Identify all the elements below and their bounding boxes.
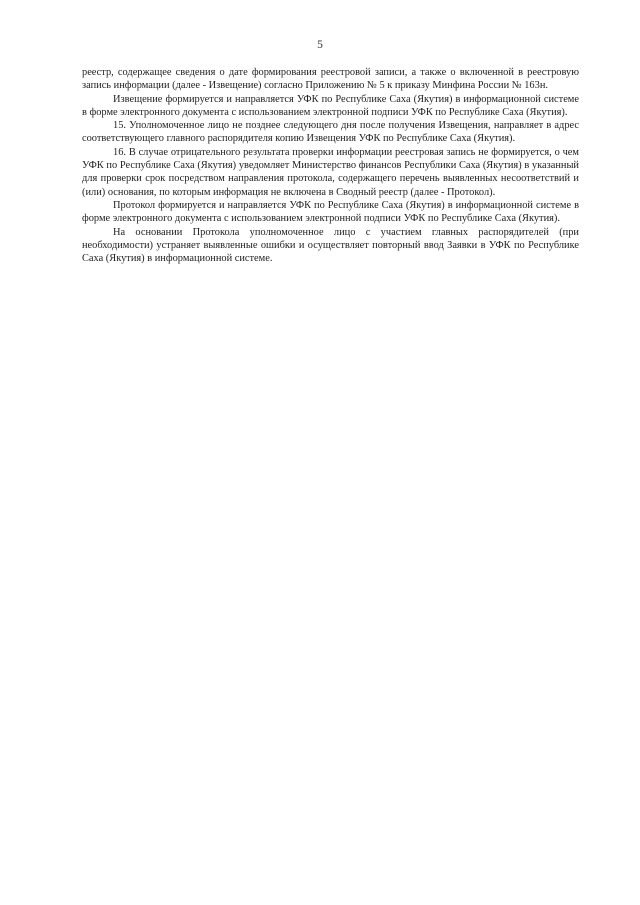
page-number: 5 <box>317 39 323 51</box>
paragraph-item-15: 15. Уполномоченное лицо не позднее следующего дня после получения Извещения, направляет в адрес соответствующего главного распорядителя копию Извещения УФК по Республике Саха (Якутия). <box>82 120 579 145</box>
paragraph-continuation: реестр, содержащее сведения о дате формирования реестровой записи, а также о включенной в реестровую запись информации (далее - Извещение) согласно Приложению № 5 к приказу Минфина России № 163н. <box>82 67 579 92</box>
paragraph-notice-formation: Извещение формируется и направляется УФК по Республике Саха (Якутия) в информационной системе в форме электронного документа с использованием электронной подписи УФК по Республике Саха (Якутия). <box>82 93 579 118</box>
paragraph-protocol-correction: На основании Протокола уполномоченное лицо с участием главных распорядителей (при необходимости) устраняет выявленные ошибки и осуществляет повторный ввод Заявки в УФК по Республике Саха (Якутия) в информационной системе. <box>82 226 579 265</box>
paragraph-protocol-formation: Протокол формируется и направляется УФК по Республике Саха (Якутия) в информационной системе в форме электронного документа с использованием электронной подписи УФК по Республике Саха (Якутия). <box>82 199 579 225</box>
document-body <box>82 66 579 265</box>
paragraph-item-16: 16. В случае отрицательного результата проверки информации реестровая запись не формируется, о чем УФК по Республике Саха (Якутия) уведомляет Министерство финансов Республики Саха (Якутия) в указанный для проверки срок посредством направления протокола, содержащего перечень выявленных несоответствий и (или) основания, по которым информация не включена в Сводный реестр (далее - Протокол). <box>82 146 579 198</box>
